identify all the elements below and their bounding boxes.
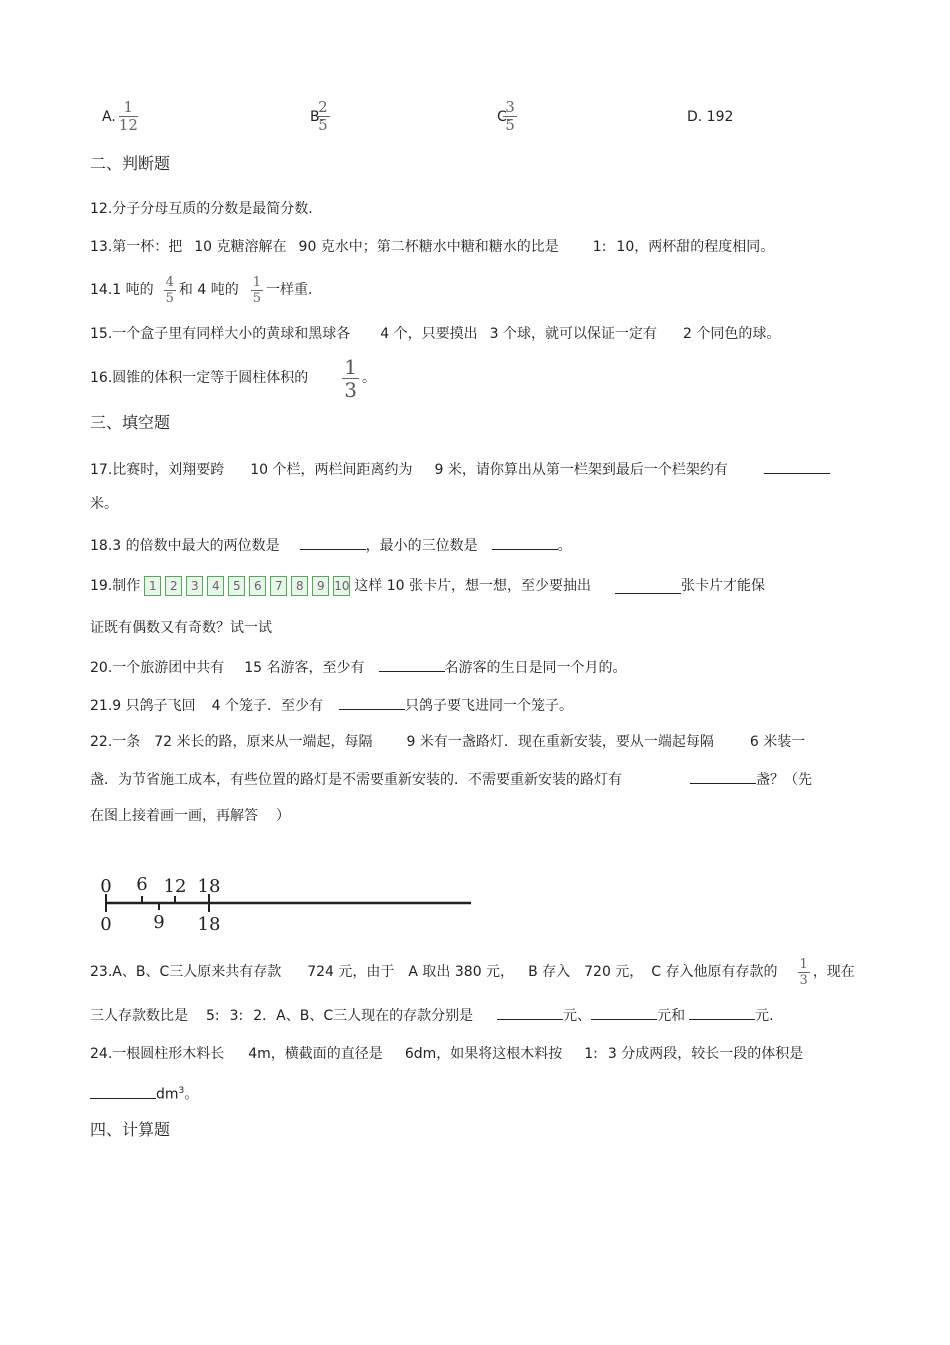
option-d: D. 192	[687, 109, 734, 125]
question-16: 16.圆锥的体积一定等于圆柱体积的 $\frac{1}{3}$ 。	[90, 354, 376, 402]
answer-blank[interactable]	[764, 459, 830, 474]
option-a: A. $\frac{1}{12}$	[102, 98, 138, 134]
number-card: 8	[291, 576, 308, 596]
question-14: 14.1 吨的 $\frac{4}{5}$ 和 4 吨的 $\frac{1}{5}$ 一样重.	[90, 274, 313, 306]
question-19-cont: 证既有偶数又有奇数？试一试	[90, 620, 272, 636]
label-bottom-18: 18	[197, 914, 221, 935]
label-top-0: 0	[100, 876, 112, 897]
option-c: C. $\frac{3}{5}$	[497, 98, 515, 134]
answer-blank[interactable]	[689, 1005, 755, 1020]
question-17-cont: 米。	[90, 496, 118, 512]
fraction: $\frac{2}{5}$	[318, 98, 328, 134]
question-22-cont2: 在图上接着画一画，再解答 ）	[90, 808, 290, 824]
section-heading: 二、判断题	[90, 154, 171, 173]
label-bottom-0: 0	[100, 914, 112, 935]
number-card: 3	[186, 576, 203, 596]
answer-blank[interactable]	[492, 535, 558, 550]
fraction: $\frac{1}{3}$	[799, 956, 808, 988]
number-card: 6	[249, 576, 266, 596]
answer-blank[interactable]	[591, 1005, 657, 1020]
label-bottom-9: 9	[153, 912, 165, 933]
fraction: $\frac{1}{12}$	[118, 98, 138, 134]
number-card: 1	[144, 576, 161, 596]
fraction: $\frac{1}{3}$	[344, 354, 357, 402]
number-card: 10	[333, 576, 350, 596]
number-card: 5	[228, 576, 245, 596]
answer-blank[interactable]	[90, 1084, 156, 1099]
question-19: 19.制作 1 2 3 4 5 6 7 8 9 10 这样 10 张卡片，想一想，至少要抽出 张卡片才能保	[90, 578, 765, 594]
section-heading: 三、填空题	[90, 413, 171, 432]
option-b: B. $\frac{2}{5}$	[310, 98, 328, 134]
number-card: 9	[312, 576, 329, 596]
question-20: 20.一个旅游团中共有 15 名游客，至少有 名游客的生日是同一个月的。	[90, 657, 627, 678]
question-18: 18.3 的倍数中最大的两位数是 ，最小的三位数是 。	[90, 535, 572, 556]
question-21: 21.9 只鸽子飞回 4 个笼子．至少有 只鸽子要飞进同一个笼子。	[90, 695, 573, 716]
question-22-cont: 盏．为节省施工成本，有些位置的路灯是不需要重新安装的．不需要重新安装的路灯有 盏？（先	[90, 769, 812, 790]
number-card: 4	[207, 576, 224, 596]
answer-blank[interactable]	[300, 535, 366, 550]
label-top-12: 12	[163, 876, 187, 897]
answer-blank[interactable]	[497, 1005, 563, 1020]
number-line-figure	[95, 872, 485, 936]
number-cards	[144, 576, 350, 596]
question-23-cont: 三人存款数比是 5: 3: 2．A、B、C三人现在的存款分别是 元、 元和 元.	[90, 1005, 774, 1026]
label-top-6: 6	[136, 874, 148, 895]
question-24: 24.一根圆柱形木料长 4m，横截面的直径是 6dm，如果将这根木料按 1: 3 分成两段，较长一段的体积是	[90, 1046, 804, 1062]
question-23: 23.A、B、C三人原来共有存款 724 元，由于 A 取出 380 元， B 存入 720 元， C 存入他原有存款的 $\frac{1}{3}$ ，现在	[90, 956, 855, 988]
label-top-18: 18	[197, 876, 221, 897]
answer-blank[interactable]	[615, 579, 681, 594]
fraction: $\frac{4}{5}$	[165, 274, 174, 306]
number-card: 7	[270, 576, 287, 596]
answer-blank[interactable]	[690, 769, 756, 784]
answer-blank[interactable]	[379, 657, 445, 672]
question-15: 15.一个盒子里有同样大小的黄球和黑球各 4 个，只要摸出 3 个球，就可以保证一定有 2 个同色的球。	[90, 326, 781, 342]
section-heading: 四、计算题	[90, 1120, 171, 1139]
question-13: 13.第一杯：把 10 克糖溶解在 90 克水中；第二杯糖水中糖和糖水的比是 1: 10，两杯甜的程度相同。	[90, 239, 775, 255]
fraction: $\frac{3}{5}$	[505, 98, 515, 134]
number-card: 2	[165, 576, 182, 596]
question-24-cont: $dm^3$。	[90, 1081, 198, 1105]
fraction: $\frac{1}{5}$	[252, 274, 261, 306]
question-12: 12.分子分母互质的分数是最简分数.	[90, 201, 313, 217]
question-22: 22.一条 72 米长的路，原来从一端起，每隔 9 米有一盏路灯．现在重新安装，要从一端起每隔 6 米装一	[90, 734, 806, 750]
answer-blank[interactable]	[339, 695, 405, 710]
question-17: 17.比赛时，刘翔要跨 10 个栏，两栏间距离约为 9 米，请你算出从第一栏架到最后一个栏架约有	[90, 459, 830, 480]
